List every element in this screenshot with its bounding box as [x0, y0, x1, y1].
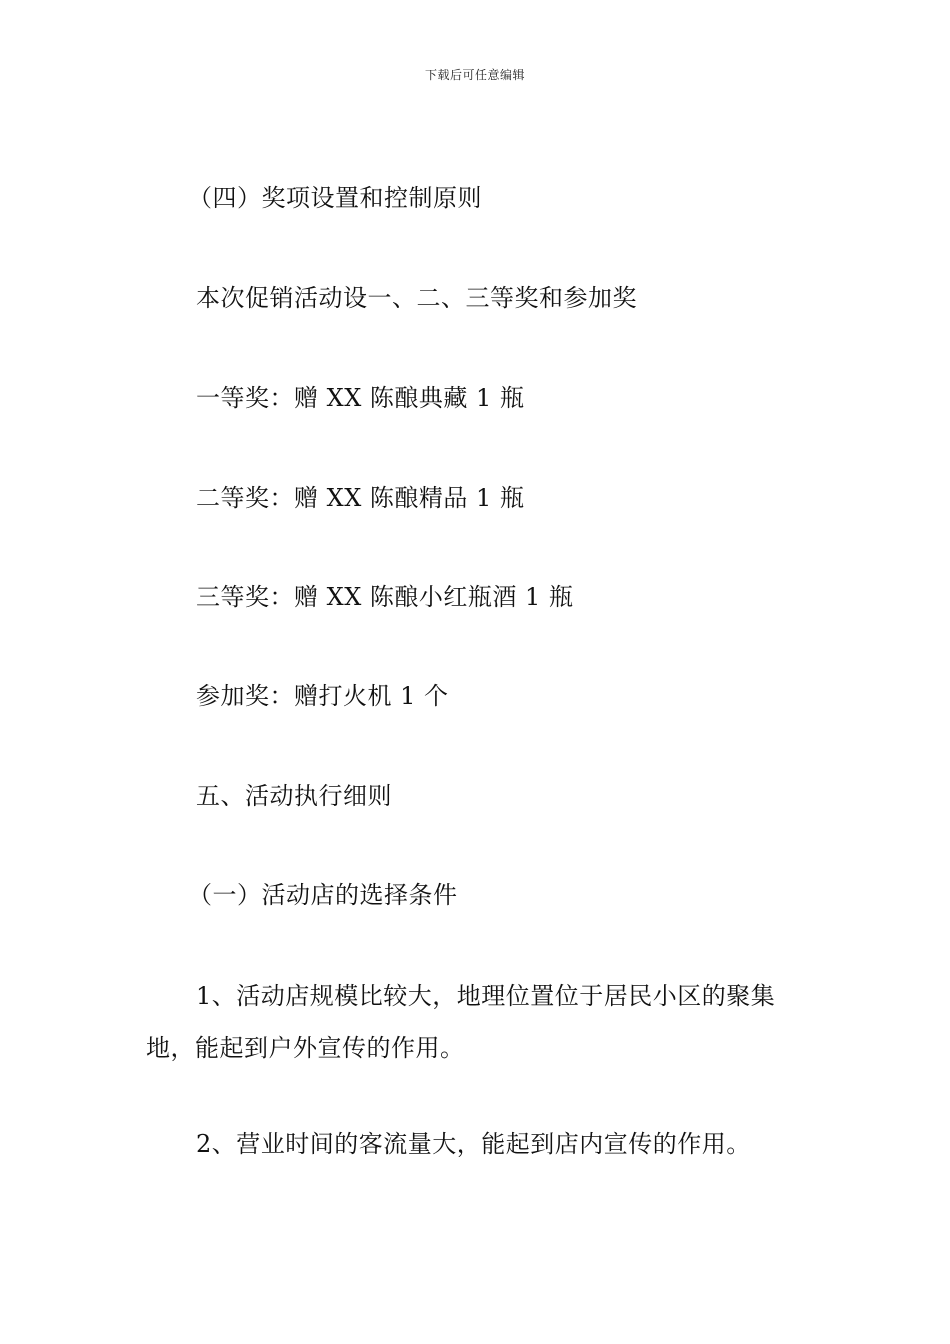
- paragraph-third-prize: 三等奖：赠 XX 陈酿小红瓶酒 1 瓶: [196, 583, 574, 611]
- section-heading-store-selection: （一）活动店的选择条件: [188, 881, 458, 909]
- section-heading-awards: （四）奖项设置和控制原则: [188, 184, 482, 212]
- section-heading-execution: 五、活动执行细则: [196, 782, 392, 810]
- paragraph-condition-1: 1、活动店规模比较大，地理位置位于居民小区的聚集地，能起到户外宣传的作用。: [146, 982, 776, 1062]
- paragraph-awards-intro: 本次促销活动设一、二、三等奖和参加奖: [196, 284, 637, 312]
- paragraph-participation-prize: 参加奖：赠打火机 1 个: [196, 682, 449, 710]
- paragraph-second-prize: 二等奖：赠 XX 陈酿精品 1 瓶: [196, 484, 525, 512]
- paragraph-condition-2: 2、营业时间的客流量大，能起到店内宣传的作用。: [196, 1130, 751, 1158]
- paragraph-first-prize: 一等奖：赠 XX 陈酿典藏 1 瓶: [196, 384, 525, 412]
- page-header: 下载后可任意编辑: [424, 68, 525, 82]
